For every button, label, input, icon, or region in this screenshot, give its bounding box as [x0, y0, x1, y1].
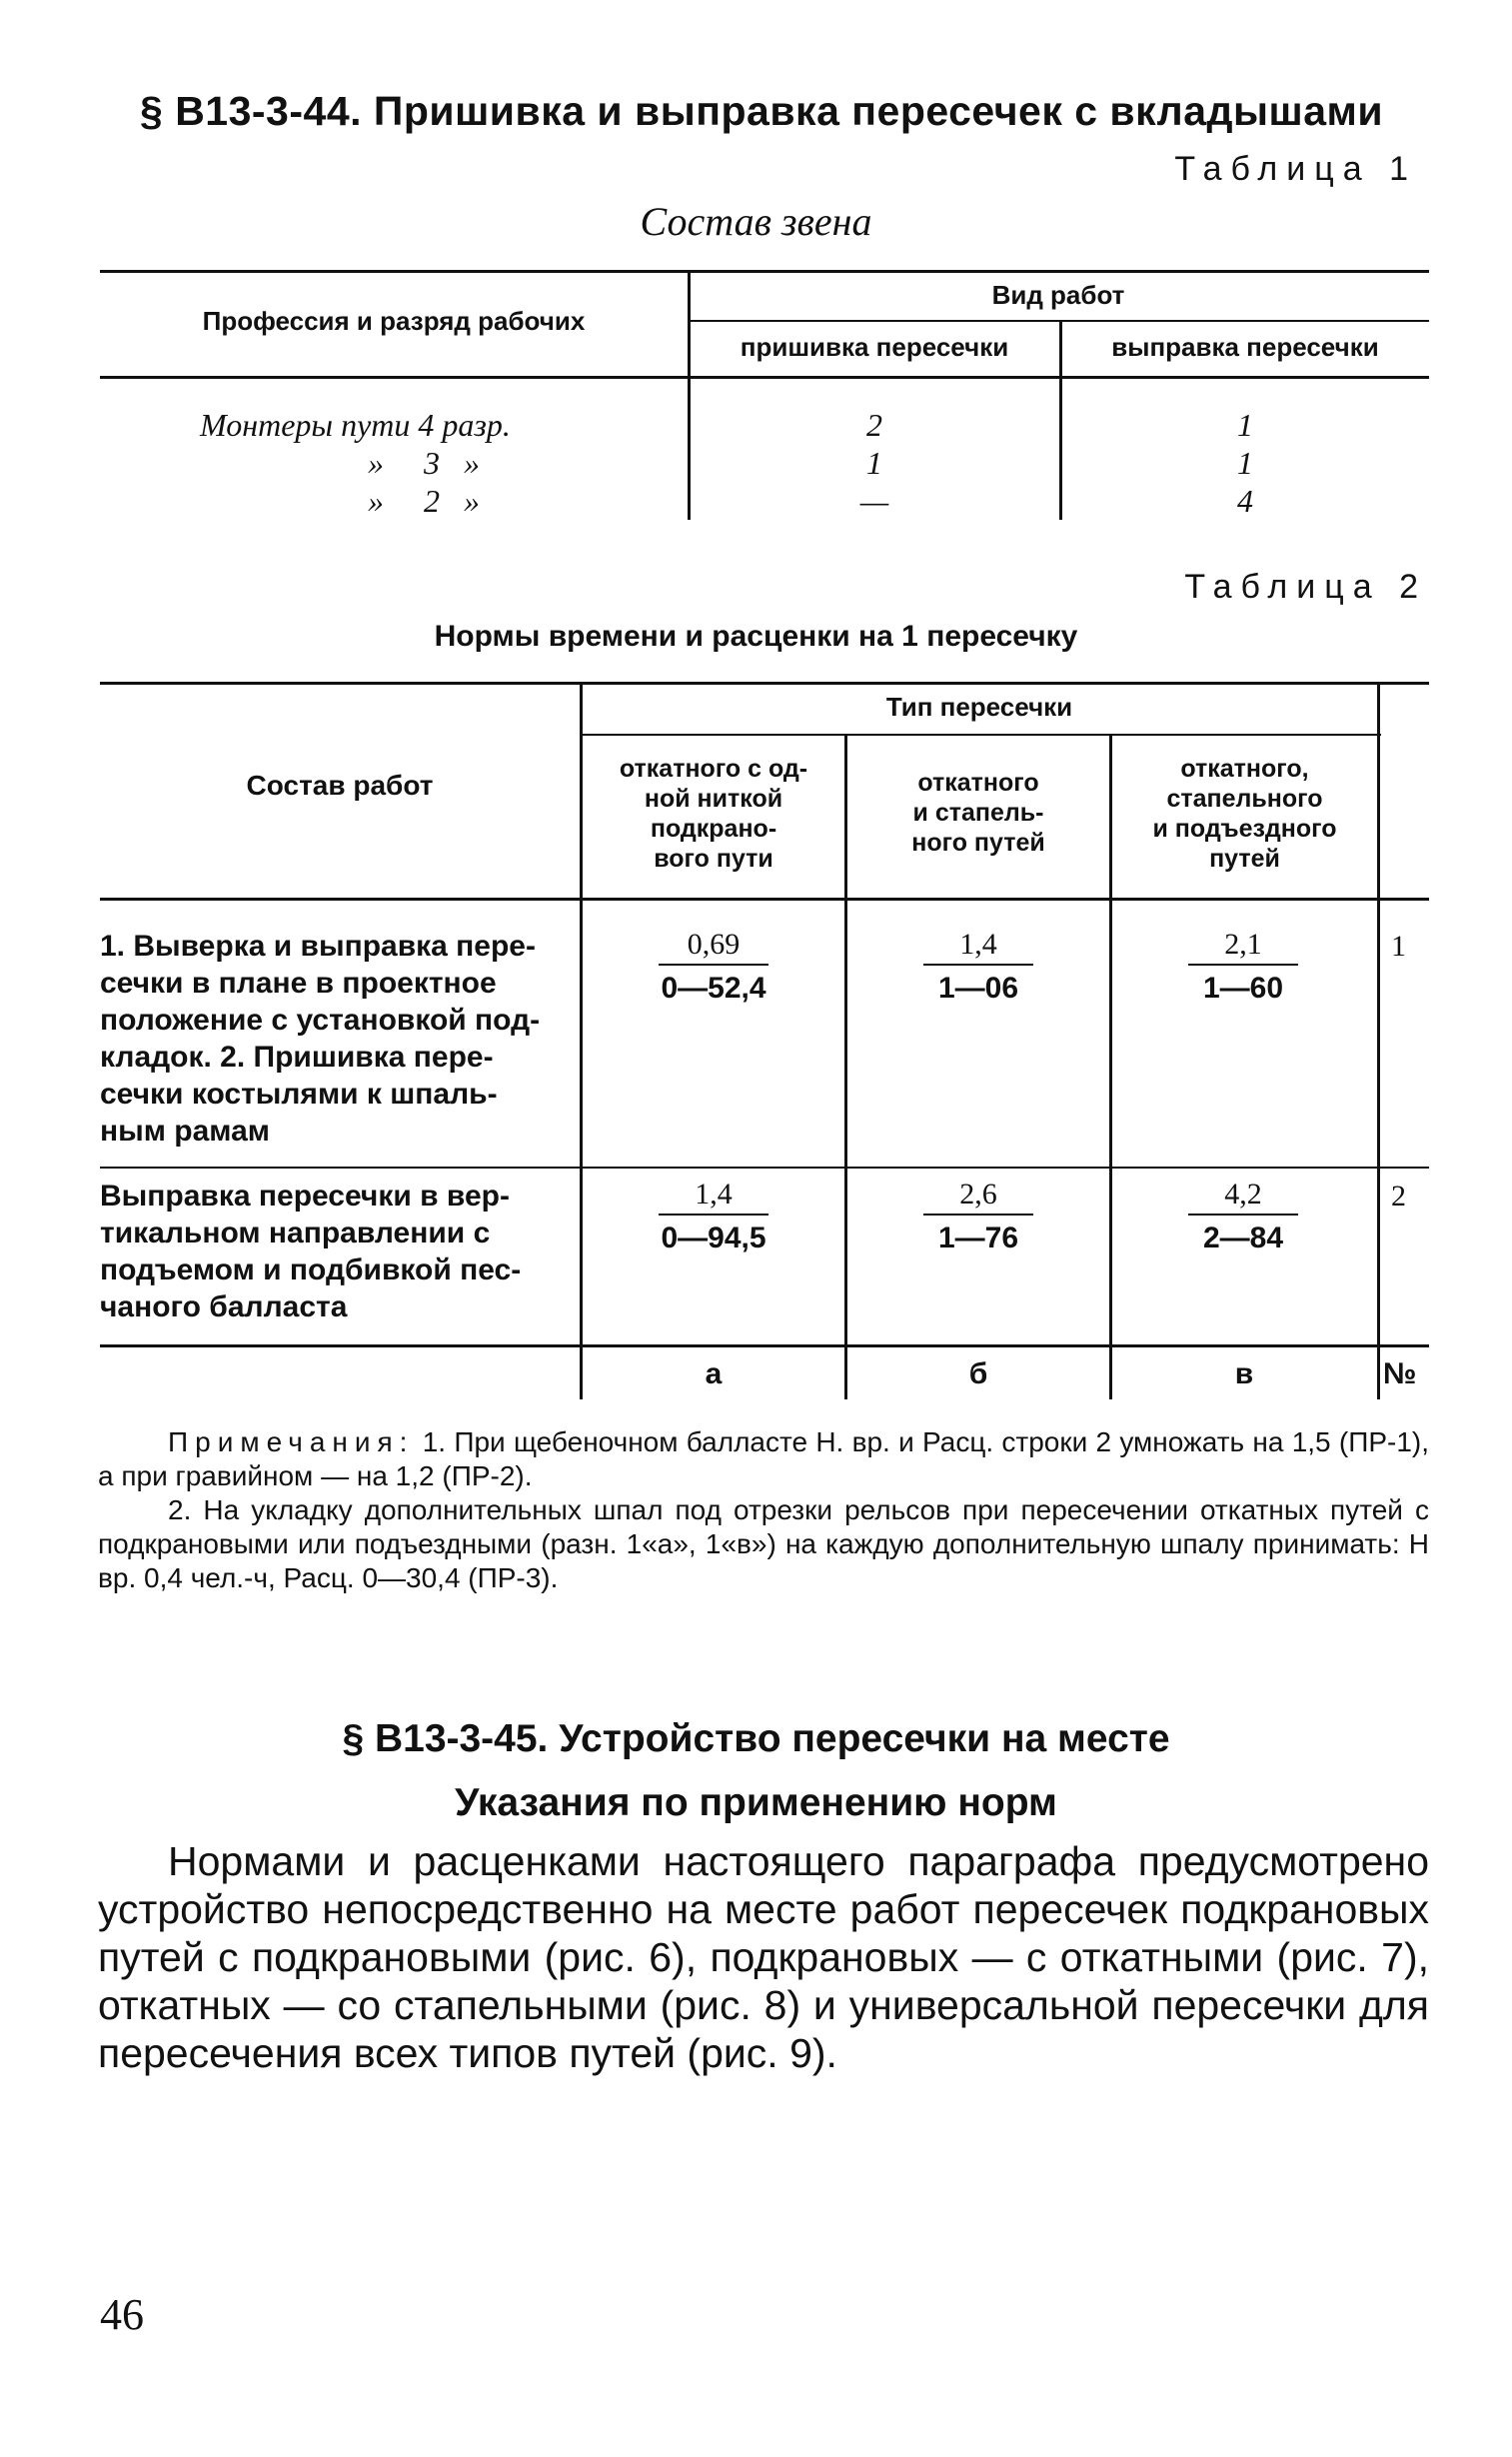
note-1 — [98, 1425, 1429, 1493]
table1-row-profession: » 2 » — [368, 483, 480, 519]
rate: 1—76 — [937, 1222, 1019, 1254]
time-norm: 1,4 — [695, 1178, 733, 1211]
table1-header-rule — [100, 376, 1429, 379]
table1-row-profession: » 3 » — [368, 445, 480, 481]
table2-vline-1 — [580, 682, 583, 1399]
table1-cell: 1 — [866, 445, 882, 481]
note-1-text: 1. При щебеночном балласте Н. вр. и Расц. строки 2 умножать на 1,5 (ПР-1), а при гравийном — на 1,2 (ПР-2). — [98, 1426, 1430, 1491]
section2-title: § В13-3-45. Устройство пересечки на месте — [342, 1717, 1170, 1760]
table2-col-c-header — [1112, 754, 1377, 874]
fraction-line — [923, 964, 1033, 966]
rate: 0—52,4 — [661, 972, 766, 1005]
table2-row2-col-b — [848, 1178, 1108, 1255]
table2-header-work: Состав работ — [246, 770, 434, 801]
table2-row1-col-b — [848, 928, 1108, 1006]
rate: 1—06 — [937, 972, 1019, 1005]
table1-cell: 4 — [1237, 483, 1253, 519]
table1-col-straightening: выправка пересечки — [1111, 332, 1379, 362]
table1-subheader-rule — [688, 320, 1429, 322]
section2-paragraph: Нормами и расценками настоящего параграфа предусмотрено устройство непосредственно на месте работ пересечек подкрановых путей с подкрановыми (рис. 6), подкрановых — с откатными (рис. 7), откатных — со стапельными (рис. 8) и универсальной пересечки для пересечения всех типов путей (рис. 9). — [98, 1838, 1429, 2076]
time-norm: 2,6 — [959, 1178, 997, 1211]
table2-footer-b: б — [968, 1357, 988, 1390]
table2-row2-number: 2 — [1391, 1180, 1406, 1213]
table2-caption: Нормы времени и расценки на 1 пересечку — [434, 620, 1078, 653]
table1-header-profession: Профессия и разряд рабочих — [202, 306, 586, 336]
work-line: ным рамам — [100, 1115, 270, 1148]
table2-vline-4 — [1377, 682, 1380, 1399]
rate: 0—94,5 — [661, 1222, 766, 1254]
work-line: Выправка пересечки в вер- — [100, 1180, 510, 1213]
col-b-line: откатного — [917, 769, 1039, 797]
col-c-line: и подъездного — [1152, 815, 1337, 843]
table2-row1-col-c — [1113, 928, 1373, 1006]
table2-footer-no: № — [1383, 1357, 1417, 1390]
table2-row1-work — [100, 928, 562, 1150]
fraction-line — [1188, 1214, 1298, 1216]
time-norm: 4,2 — [1224, 1178, 1262, 1211]
table2-header-type: Тип пересечки — [885, 692, 1073, 722]
work-line: чаного балласта — [100, 1290, 348, 1323]
table1-col-sewing: пришивка пересечки — [740, 332, 1009, 362]
fraction-line — [659, 964, 768, 966]
fraction-line — [923, 1214, 1033, 1216]
fraction-line — [659, 1214, 768, 1216]
time-norm: 2,1 — [1224, 928, 1262, 961]
time-norm: 1,4 — [959, 928, 997, 961]
table2-footer-a: а — [705, 1357, 723, 1390]
table1-row-profession: Монтеры пути 4 разр. — [200, 407, 511, 443]
col-c-line: стапельного — [1166, 785, 1323, 813]
table2-top-rule — [100, 682, 1429, 685]
table2-col-a-header — [584, 754, 843, 874]
table2-bottom-rule — [100, 1344, 1429, 1347]
work-line: 1. Выверка и выправка пере- — [100, 930, 536, 963]
table1-cell: 1 — [1237, 445, 1253, 481]
work-line: положение с установкой под- — [100, 1004, 541, 1037]
table1-cell: 2 — [866, 407, 882, 443]
table2-row1-number: 1 — [1391, 930, 1406, 963]
fraction-line — [1188, 964, 1298, 966]
table1-caption: Состав звена — [640, 199, 872, 244]
work-line: тикальном направлении с — [100, 1217, 491, 1249]
table2-label: Таблица 2 — [1184, 568, 1427, 606]
table2-row1-col-a — [584, 928, 843, 1006]
table2-row-rule — [100, 1167, 1429, 1169]
section2-subtitle: Указания по применению норм — [455, 1781, 1057, 1824]
col-c-line: путей — [1209, 845, 1280, 873]
work-line: подъемом и подбивкой пес- — [100, 1253, 522, 1286]
table2-header-rule — [100, 898, 1429, 901]
table1-top-rule — [100, 270, 1429, 273]
table2-subheader-rule — [582, 734, 1381, 736]
col-a-line: откатного с од- — [619, 755, 808, 783]
table1-label: Таблица 1 — [1174, 150, 1417, 188]
col-a-line: вого пути — [654, 845, 773, 873]
rate: 1—60 — [1202, 972, 1284, 1005]
work-line: сечки в плане в проектное — [100, 967, 497, 1000]
table1-cell: — — [859, 483, 889, 519]
table2-row2-col-a — [584, 1178, 843, 1255]
work-line: кладок. 2. Пришивка пере- — [100, 1041, 494, 1074]
section-title: § В13-3-44. Пришивка и выправка пересечек с вкладышами — [140, 88, 1384, 134]
time-norm: 0,69 — [687, 928, 741, 961]
work-line: сечки костылями к шпаль- — [100, 1078, 498, 1111]
table2-footer-c: в — [1234, 1357, 1254, 1390]
note-2: 2. На укладку дополнительных шпал под отрезки рельсов при пересечении откатных путей с подкрановыми или подъездными (разн. 1«а», 1«в») на каждую дополнительную шпалу принимать: Н вр. 0,4 чел.-ч, Расц. 0—30,4 (ПР-3). — [98, 1494, 1429, 1593]
table2-col-b-header — [847, 768, 1109, 858]
col-b-line: и стапель- — [912, 799, 1044, 827]
rate: 2—84 — [1202, 1222, 1284, 1254]
col-c-line: откатного, — [1180, 755, 1309, 783]
table2-row2-col-c — [1113, 1178, 1373, 1255]
table1-cell: 1 — [1237, 407, 1253, 443]
col-a-line: ной ниткой — [644, 785, 783, 813]
page-number: 46 — [100, 2290, 144, 2339]
notes-label: Примечания: — [168, 1426, 415, 1457]
table1-header-work-type: Вид работ — [991, 280, 1125, 310]
col-a-line: подкрано- — [650, 815, 777, 843]
table2-row2-work — [100, 1178, 562, 1325]
col-b-line: ного путей — [911, 829, 1045, 857]
